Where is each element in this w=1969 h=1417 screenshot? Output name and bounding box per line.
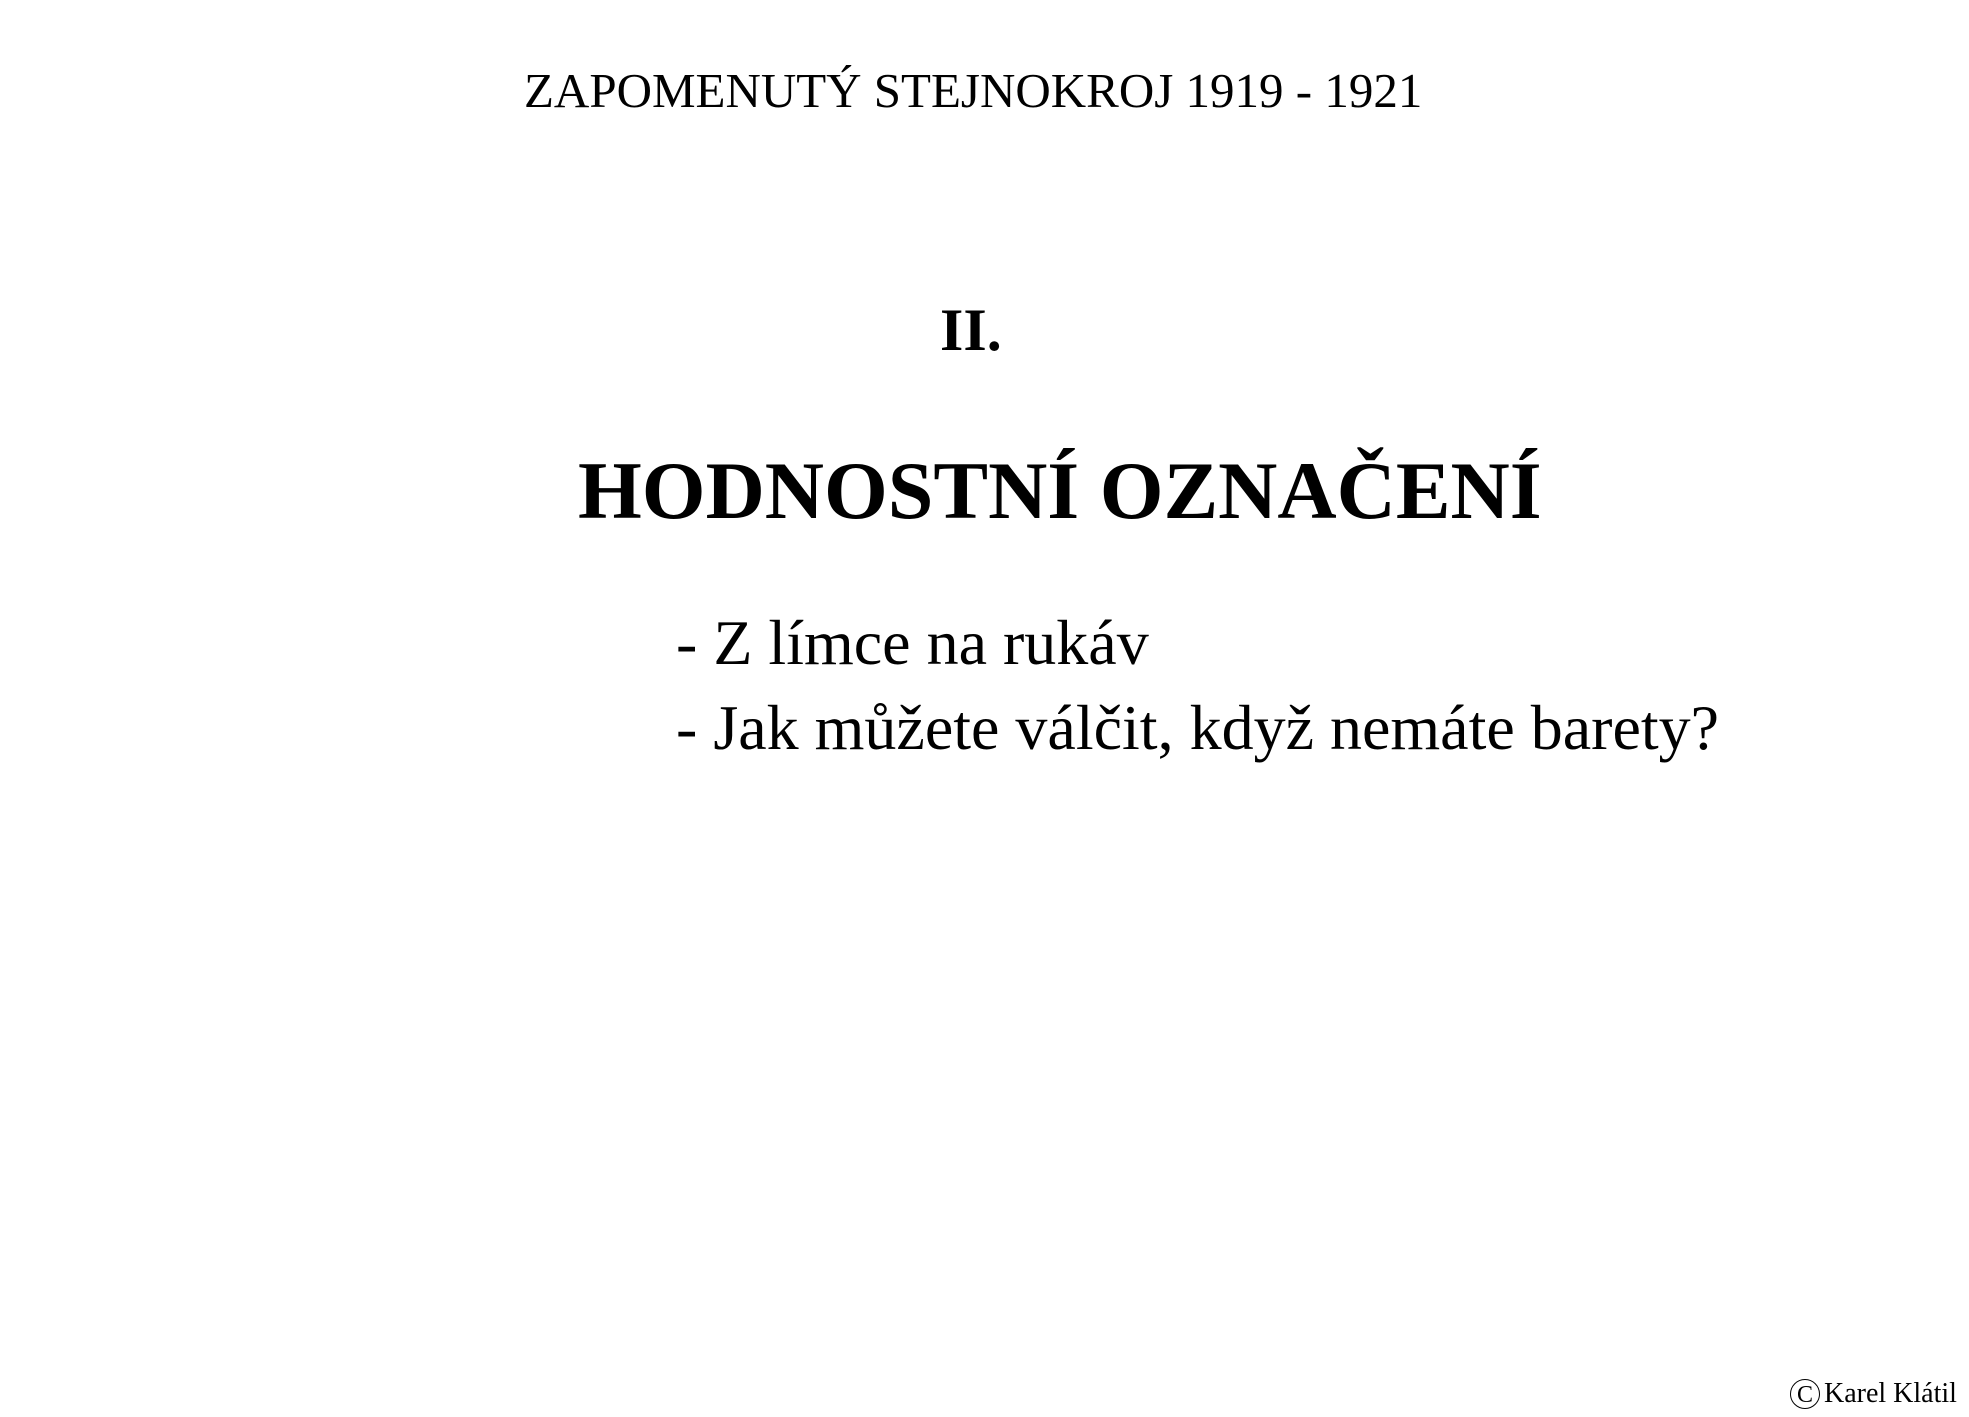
bullet-item: - Jak můžete válčit, když nemáte barety? xyxy=(676,692,1720,763)
part-number: II. xyxy=(940,297,1002,363)
document-header: ZAPOMENUTÝ STEJNOKROJ 1919 - 1921 xyxy=(524,63,1423,118)
bullet-item: - Z límce na rukáv xyxy=(676,607,1149,678)
page-title: HODNOSTNÍ OZNAČENÍ xyxy=(578,445,1542,536)
copyright-notice xyxy=(1790,1379,1957,1409)
copyright-icon: C xyxy=(1790,1379,1820,1409)
copyright-author: Karel Klátil xyxy=(1824,1378,1957,1409)
bullet-list xyxy=(676,600,1719,770)
